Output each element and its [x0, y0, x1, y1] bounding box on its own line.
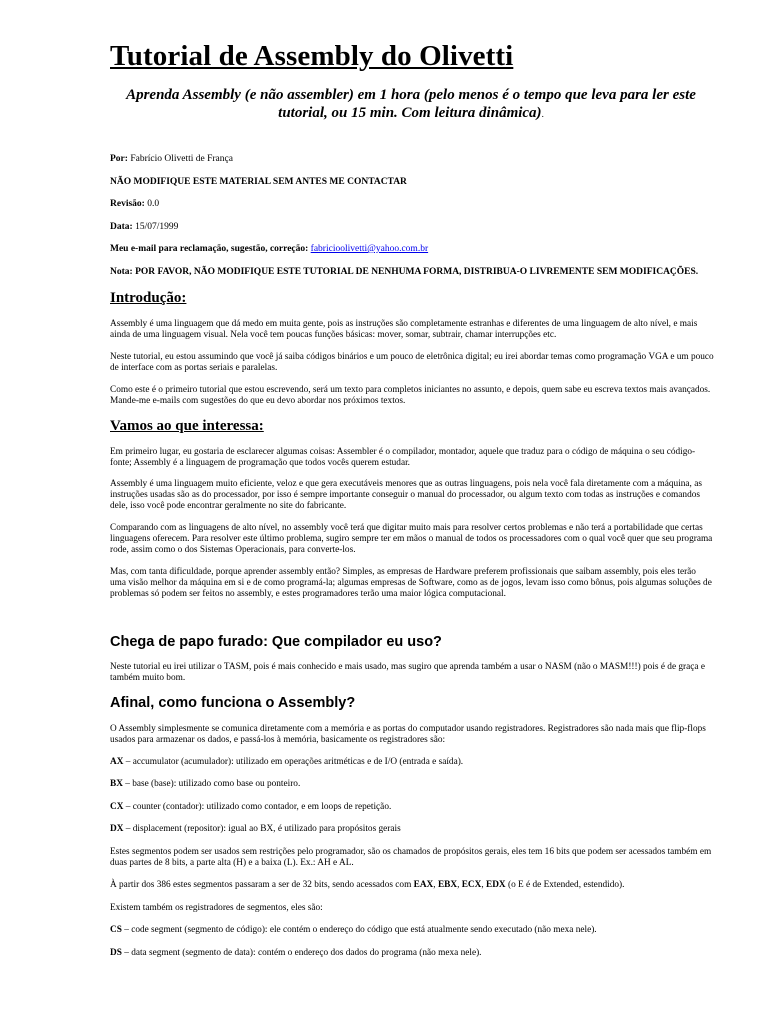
document-subtitle: [110, 86, 712, 123]
email-line: [110, 243, 428, 255]
subtitle-text: Aprenda Assembly (e não assembler) em 1 hora (pelo menos é o tempo que leva para ler este tutorial, ou 15 min. Com leitura dinâmica): [126, 87, 696, 121]
author-label: Por:: [110, 154, 128, 164]
revision-line: [110, 198, 159, 210]
p3-sep-3: ,: [481, 880, 487, 890]
register-edx: EDX: [486, 880, 506, 890]
register-dx: [110, 824, 714, 835]
register-cs: [110, 925, 714, 936]
p3-sep-2: ,: [457, 880, 462, 890]
p3-text-b: (o E é de Extended, estendido).: [505, 880, 625, 890]
author-value: Fabrício Olivetti de França: [127, 154, 233, 164]
date-value: 15/07/1999: [132, 222, 179, 232]
email-link[interactable]: fabricioolivetti@yahoo.com.br: [310, 244, 429, 254]
interest-paragraph-3: Comparando com as linguagens de alto nível, no assembly você terá que digitar muito mais para resolver certos problemas e não terá a portabilidade que certas linguagens oferecem. Para resolver este último problema, sugiro sempre ter em mãos o manual de todos os processadores com o qual você quer que seu programa rode, assim como o dos Sistemas Operacionais, para converte-los.: [110, 523, 713, 555]
interest-paragraph-1: Em primeiro lugar, eu gostaria de esclarecer algumas coisas: Assembler é o compilador, montador, aquele que traduz para o código de máquina o seu código-fonte; Assembly é a linguagem de programação que todos vocês querem estudar.: [110, 447, 696, 468]
register-ds: [110, 948, 714, 959]
date-label: Data:: [110, 222, 133, 232]
register-cs-text: – code segment (segmento de código): ele contém o endereço do código que está atualmente sendo executado (não mexa nele).: [121, 925, 597, 935]
intro-paragraph-2: Neste tutorial, eu estou assumindo que você já saiba códigos binários e um pouco de eletrônica digital; eu irei abordar temas como programação VGA e um pouco de interface com as portas seriais e paralelas.: [110, 352, 714, 373]
register-eax: EAX: [413, 880, 434, 890]
register-ds-text: – data segment (segmento de data): contém o endereço dos dados do programa (não mexa nele).: [121, 948, 482, 958]
register-ax-label: AX: [110, 757, 124, 767]
note-label: Nota:: [110, 267, 133, 277]
p3-sep-1: ,: [433, 880, 438, 890]
register-ebx: EBX: [437, 880, 458, 890]
heading-como-funciona: Afinal, como funciona o Assembly?: [110, 695, 356, 711]
subtitle-dot: .: [541, 109, 544, 119]
register-ax-text: – accumulator (acumulador): utilizado em operações aritméticas e de I/O (entrada e saída).: [123, 757, 464, 767]
warning-line: [110, 176, 407, 188]
register-ecx: ECX: [461, 880, 482, 890]
p3-text-a: À partir dos 386 estes segmentos passaram a ser de 32 bits, sendo acessados com: [110, 880, 414, 890]
register-cx-text: – counter (contador): utilizado como contador, e em loops de repetição.: [123, 802, 392, 812]
revision-label: Revisão:: [110, 199, 145, 209]
howworks-paragraph-1: O Assembly simplesmente se comunica diretamente com a memória e as portas do computador usando registradores. Registradores são nada mais que flip-flops usados para armazenar os dados, e passá-los à memória, basicamente os registradores são:: [110, 724, 706, 745]
interest-paragraph-2: Assembly é uma linguagem muito eficiente, veloz e que gera executáveis menores que as outras linguagens, pois nela você fala diretamente com a máquina, as instruções usadas são as do processador, por isso é sempre importante conseguir o manual do processador, ou algum texto com todas as instruções e comandos dele, isso você pode encontrar geralmente no site do fabricante.: [110, 479, 702, 511]
document-title: Tutorial de Assembly do Olivetti: [110, 40, 514, 72]
warning-text: NÃO MODIFIQUE ESTE MATERIAL SEM ANTES ME CONTACTAR: [110, 177, 407, 187]
register-dx-label: DX: [110, 824, 124, 834]
author-line: [110, 153, 233, 165]
register-bx-text: – base (base): utilizado como base ou ponteiro.: [122, 779, 301, 789]
note-value: POR FAVOR, NÃO MODIFIQUE ESTE TUTORIAL DE NENHUMA FORMA, DISTRIBUA-O LIVREMENTE SEM MODIFICAÇÕES.: [132, 267, 699, 277]
revision-value: 0.0: [144, 199, 160, 209]
register-cs-label: CS: [110, 925, 122, 935]
register-bx: [110, 779, 714, 790]
interest-paragraph-4: Mas, com tanta dificuldade, porque aprender assembly então? Simples, as empresas de Hardware preferem profissionais que saibam assembly, pois eles terão uma visão melhor da máquina em si e de como programá-la; algumas empresas de Software, como as de jogos, levam isso como bônus, pois algumas soluções de problemas só podem ser feitos no assembly, e estes programadores terão uma maior lógica computacional.: [110, 567, 712, 599]
register-cx: [110, 802, 714, 813]
register-ax: [110, 757, 714, 768]
note-line: [110, 266, 698, 278]
register-cx-label: CX: [110, 802, 124, 812]
register-bx-label: BX: [110, 779, 123, 789]
heading-compilador: Chega de papo furado: Que compilador eu uso?: [110, 634, 442, 650]
compiler-paragraph-1: Neste tutorial eu irei utilizar o TASM, pois é mais conhecido e mais usado, mas sugiro que aprenda também a usar o NASM (não o MASM!!!) pois é de graça e também muito bom.: [110, 662, 705, 683]
date-line: [110, 221, 178, 233]
heading-introducao: Introdução:: [110, 290, 187, 306]
intro-paragraph-1: Assembly é uma linguagem que dá medo em muita gente, pois as instruções são completamente estranhas e diferentes de uma linguagem de alto nível, e mais ainda de uma linguagem visual. Nela você tem poucas funções básicas: mover, somar, subtrair, chamar interrupções etc.: [110, 319, 698, 340]
intro-paragraph-3: Como este é o primeiro tutorial que estou escrevendo, será um texto para completos iniciantes no assunto, e depois, quem sabe eu escreva textos mais avançados. Mande-me e-mails com sugestões do que eu devo abordar nos próximos textos.: [110, 385, 711, 406]
howworks-paragraph-4: Existem também os registradores de segmentos, eles são:: [110, 903, 323, 913]
email-label: Meu e-mail para reclamação, sugestão, correção:: [110, 244, 309, 254]
heading-vamos-ao-que-interessa: Vamos ao que interessa:: [110, 418, 264, 434]
howworks-paragraph-3: [110, 880, 714, 891]
howworks-paragraph-2: Estes segmentos podem ser usados sem restrições pelo programador, são os chamados de propósitos gerais, eles tem 16 bits que podem ser acessados também em duas partes de 8 bits, a parte alta (H) e a baixa (L). Ex.: AH e AL.: [110, 847, 712, 868]
register-dx-text: – displacement (repositor): igual ao BX, é utilizado para propósitos gerais: [123, 824, 401, 834]
register-ds-label: DS: [110, 948, 122, 958]
